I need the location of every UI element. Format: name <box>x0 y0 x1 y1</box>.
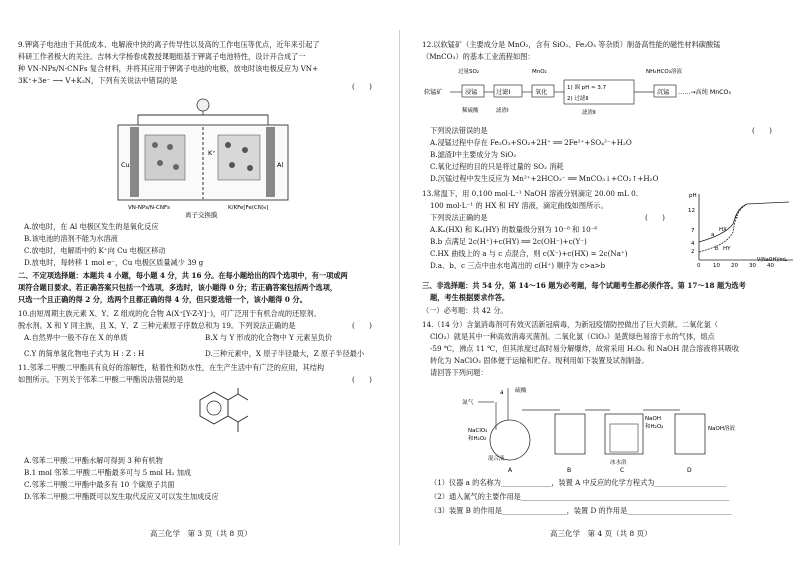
q10-answer-paren: ( ) <box>352 321 372 330</box>
flow-filter2: 2) 过滤Ⅱ <box>567 96 589 102</box>
flow-oxidize: 氧化 <box>535 89 548 96</box>
point-c: c <box>735 214 739 220</box>
flow-so2: 过量SO₂ <box>458 69 480 75</box>
membrane-label: 离子交换膜 <box>185 211 218 219</box>
cu-label: Cu <box>121 161 130 169</box>
left-electrode-label: VN-NPs/N-CNFs <box>128 205 170 210</box>
flow-leach: 浸锰 <box>465 89 478 96</box>
q13-option-a: A.Kₐ(HX) 和 Kₐ(HY) 的数量级分别为 10⁻⁸ 和 10⁻⁶ <box>430 225 598 234</box>
x-tick-20: 20 <box>731 263 738 269</box>
q10-option-b: B.X 与 Y 形成的化合物中 Y 元素呈负价 <box>205 333 333 342</box>
battery-figure <box>100 95 310 210</box>
q12-line-2: （MnCO₃）的基本工业流程如图： <box>422 52 535 61</box>
k-ion-label: K⁺ <box>208 149 216 157</box>
hx-label: HX <box>719 227 727 233</box>
q12-option-a: A.浸锰过程中存在 Fe₂O₃+SO₂+2H⁺ ══ 2Fe²⁺+SO₄²⁻+H₂O <box>430 138 632 147</box>
section3-line-1: 三、非选择题：共 54 分，第 14～16 题为必考题，每个试题考生都必须作答。第 17～18 题为选考 <box>422 281 746 290</box>
point-b: b <box>715 246 719 252</box>
right-page <box>400 0 800 566</box>
flow-ore: 软锰矿 <box>424 89 443 96</box>
y-tick-12: 12 <box>688 208 695 214</box>
left-footer: 高三化学 第 3 页（共 8 页） <box>150 529 252 538</box>
section2-line-2: 项符合题目要求。若正确答案只包括一个选项，多选时，该小题得 0 分；若正确答案包括两个选项， <box>18 283 338 292</box>
q13-line-2: 100 mol·L⁻¹ 的 HX 和 HY 溶液，滴定曲线如图所示。 <box>430 201 608 210</box>
q12-option-c: C.氧化过程的目的只是将过量的 SO₂ 消耗 <box>430 162 564 171</box>
label-B: B <box>567 467 572 474</box>
q14-question-1: （1）仪器 a 的名称为______________，装置 A 中反应的化学方程式为____________________ <box>430 478 727 487</box>
q14-line-5: 请回答下列问题： <box>430 368 488 377</box>
label-D: D <box>687 467 692 474</box>
q12-option-b: B.滤渣Ⅰ中主要成分为 SiO₂ <box>430 150 517 159</box>
label-sulfuric-acid: 硫酸 <box>515 388 527 394</box>
q11-line-2: 如图所示。下列关于邻苯二甲酸二甲酯说法错误的是 <box>18 375 184 384</box>
q10-option-c: C.Y 的简单氢化物电子式为 H : Z : H <box>24 349 145 358</box>
x-axis-label: V(NaOH)/mL <box>757 258 787 263</box>
q9-option-b: B.该电池的溶剂不能为水溶液 <box>24 234 118 243</box>
q14-question-3: （3）装置 B 的作用是__________________，装置 D 的作用是_____________________________ <box>430 506 732 515</box>
q9-option-c: C.放电时，电解质中的 K⁺向 Cu 电极区移动 <box>24 246 166 255</box>
clo2-apparatus <box>460 380 760 475</box>
label-mixture: 混合液 <box>488 456 505 462</box>
q11-option-d: D.邻苯二甲酸二甲酯既可以发生取代反应又可以发生加成反应 <box>24 492 219 501</box>
x-tick-30: 30 <box>749 263 756 269</box>
q11-option-b: B.1 mol 邻苯二甲酸二甲酯最多可与 5 mol H₂ 加成 <box>24 468 192 477</box>
phthalate-structure <box>180 388 260 450</box>
q11-option-c: C.邻苯二甲酸二甲酯中最多有 10 个碳原子共面 <box>24 480 175 489</box>
q12-option-d: D.沉锰过程中发生反应为 Mn²⁺+2HCO₃⁻ ══ MnCO₃↓+CO₂↑+H₂O <box>430 174 659 183</box>
flow-filter1: 过滤Ⅰ <box>496 89 511 96</box>
q13-option-b: B.b 点满足 2c(H⁺)+c(HY) ══ 2c(OH⁻)+c(Y⁻) <box>430 237 587 246</box>
flow-acid: 稀硫酸 <box>462 108 479 114</box>
q9-line-1: 9.钾离子电池由于其低成本、电解液中快的离子传导性以及高的工作电压等优点，近年来引起了 <box>18 40 320 49</box>
q14-line-4: 转化为 NaClO₂ 固体便于运输和贮存。现利用如下装置及试剂制备。 <box>430 356 649 365</box>
label-naoh-d: NaOH溶液 <box>708 426 735 432</box>
flow-nh4hco3: NH₄HCO₃溶液 <box>646 69 682 75</box>
q11-line-1: 11.邻苯二甲酸二甲酯具有良好的溶解性，粘着性和防水性，在生产生活中有广泛的应用，其结构 <box>18 363 325 372</box>
flow-adjust-ph: 1) 调 pH ≈ 3.7 <box>567 85 607 91</box>
flow-precipitate: 沉锰 <box>657 89 670 96</box>
point-a: a <box>711 232 715 238</box>
hy-label: HY <box>723 246 731 252</box>
label-naclo3: NaClO₃ <box>468 428 488 434</box>
q9-line-2: 科研工作者极大的关注。吉林大学杨春成教授课题组基于钾离子电池特性，设计开合成了一 <box>18 52 306 61</box>
mnco3-flowchart <box>422 64 792 120</box>
q10-option-d: D.三种元素中，X 原子半径最大，Z 原子半径最小 <box>205 349 365 358</box>
right-electrode-label: K/KFe[Fe(CN)₆] <box>228 205 269 210</box>
q13-option-c: C.HX 曲线上的 a 与 c 点混合，则 c(X⁻)+c(HX) = 2c(Na⁺) <box>430 249 628 258</box>
q14-line-1: 14.（14 分）含氯消毒剂可有效灭活新冠病毒，为新冠疫情防控做出了巨大贡献。二氧化氯（ <box>422 320 718 329</box>
label-nitrogen: 氮气 <box>462 400 474 406</box>
x-tick-10: 10 <box>713 263 720 269</box>
al-label: Al <box>277 161 284 169</box>
q13-option-d: D.a、b、c 三点中由水电离出的 c(H⁺) 顺序为 c>a>b <box>430 261 606 270</box>
q13-line-1: 13.常温下，用 0.100 mol·L⁻¹ NaOH 溶液分别滴定 20.00 mL 0. <box>422 189 638 198</box>
q9-line-3: 种 VN-NPs/N-CNFs 复合材料，并将其应用于钾离子电池的电极，放电时该电极反应为 VN+ <box>18 64 319 73</box>
label-A: A <box>508 467 513 474</box>
q9-answer-paren: ( ) <box>352 82 372 91</box>
q12-answer-paren: ( ) <box>752 126 772 135</box>
q11-option-a: A.邻苯二甲酸二甲酯水解可得到 3 种有机物 <box>24 456 163 465</box>
x-tick-40: 40 <box>767 263 774 269</box>
q9-option-a: A.放电时，在 Al 电极区发生的是氧化反应 <box>24 222 159 231</box>
section3-line-2: 题，考生根据要求作答。 <box>430 293 510 302</box>
q10-line-2: 脱水剂。X 和 Y 同主族，且 X、Y、Z 三种元素原子序数总和为 19。下列说法正确的是 <box>18 321 296 330</box>
y-tick-7: 7 <box>691 228 695 234</box>
q14-question-2: （2）通入氮气的主要作用是__________________________________________________________ <box>430 492 730 501</box>
q12-line-1: 12.以软锰矿（主要成分是 MnO₂，含有 SiO₂、Fe₂O₃ 等杂质）制备高性能的磁性材料碳酸锰 <box>422 40 721 49</box>
y-axis-label: pH <box>689 193 697 199</box>
q9-option-d: D.放电时，每转移 1 mol e⁻，Cu 电极区质量减少 39 g <box>24 258 204 267</box>
section2-line-3: 只选一个且正确的得 2 分，选两个且都正确的得 4 分，但只要选错一个，该小题得 0 分。 <box>18 295 307 304</box>
y-tick-4: 4 <box>691 241 695 247</box>
label-ice-bath: 冰水浴 <box>610 460 627 466</box>
label-and-h2o2: 和H₂O₂ <box>468 436 487 442</box>
label-h2o2-c: 和H₂O₂ <box>645 424 664 430</box>
label-naoh-c: NaOH <box>645 416 661 422</box>
q10-line-1: 10.由短周期主族元素 X、Y、Z 组成的化合物 A(X⁺[Y-Z-Y]⁻)，可广泛用于有机合成的还原剂、 <box>18 309 321 318</box>
q13-line-3: 下列说法正确的是 <box>430 213 488 222</box>
required-section: （一）必考题：共 42 分。 <box>422 306 508 315</box>
titration-graph <box>685 190 795 270</box>
q14-line-3: -59 ℃，沸点 11 ℃，但其浓度过高时易分解爆炸，故常采用 H₂O₂ 和 NaOH 混合溶液将其吸收 <box>430 344 740 353</box>
q10-option-a: A.自然界中一般不存在 X 的单质 <box>24 333 128 342</box>
label-a: a <box>500 390 504 396</box>
flow-product: ……→高纯 MnCO₃ <box>678 89 731 96</box>
q11-answer-paren: ( ) <box>352 375 372 384</box>
q12-question: 下列说法错误的是 <box>430 126 488 135</box>
q14-line-2: ClO₂）就是其中一种高效消毒灭菌剂。二氧化氯（ClO₂）是黄绿色易溶于水的气体，熔点 <box>430 332 715 341</box>
x-tick-0: 0 <box>697 263 701 269</box>
q9-line-4: 3K⁺+3e⁻ ⟶ V+K₃N，下列有关说法中错误的是 <box>18 76 178 85</box>
label-C: C <box>620 467 625 474</box>
right-footer: 高三化学 第 4 页（共 8 页） <box>550 529 652 538</box>
q13-answer-paren: ( ) <box>645 213 665 222</box>
flow-mno2: MnO₂ <box>532 69 547 75</box>
flow-residue1: 滤渣Ⅰ <box>496 108 509 114</box>
section2-line-1: 二、不定项选择题：本题共 4 小题，每小题 4 分，共 16 分。在每小题给出的四个选项中，有一项或两 <box>18 271 348 280</box>
y-tick-2: 2 <box>691 249 695 255</box>
flow-residue2: 滤渣Ⅱ <box>582 110 596 116</box>
